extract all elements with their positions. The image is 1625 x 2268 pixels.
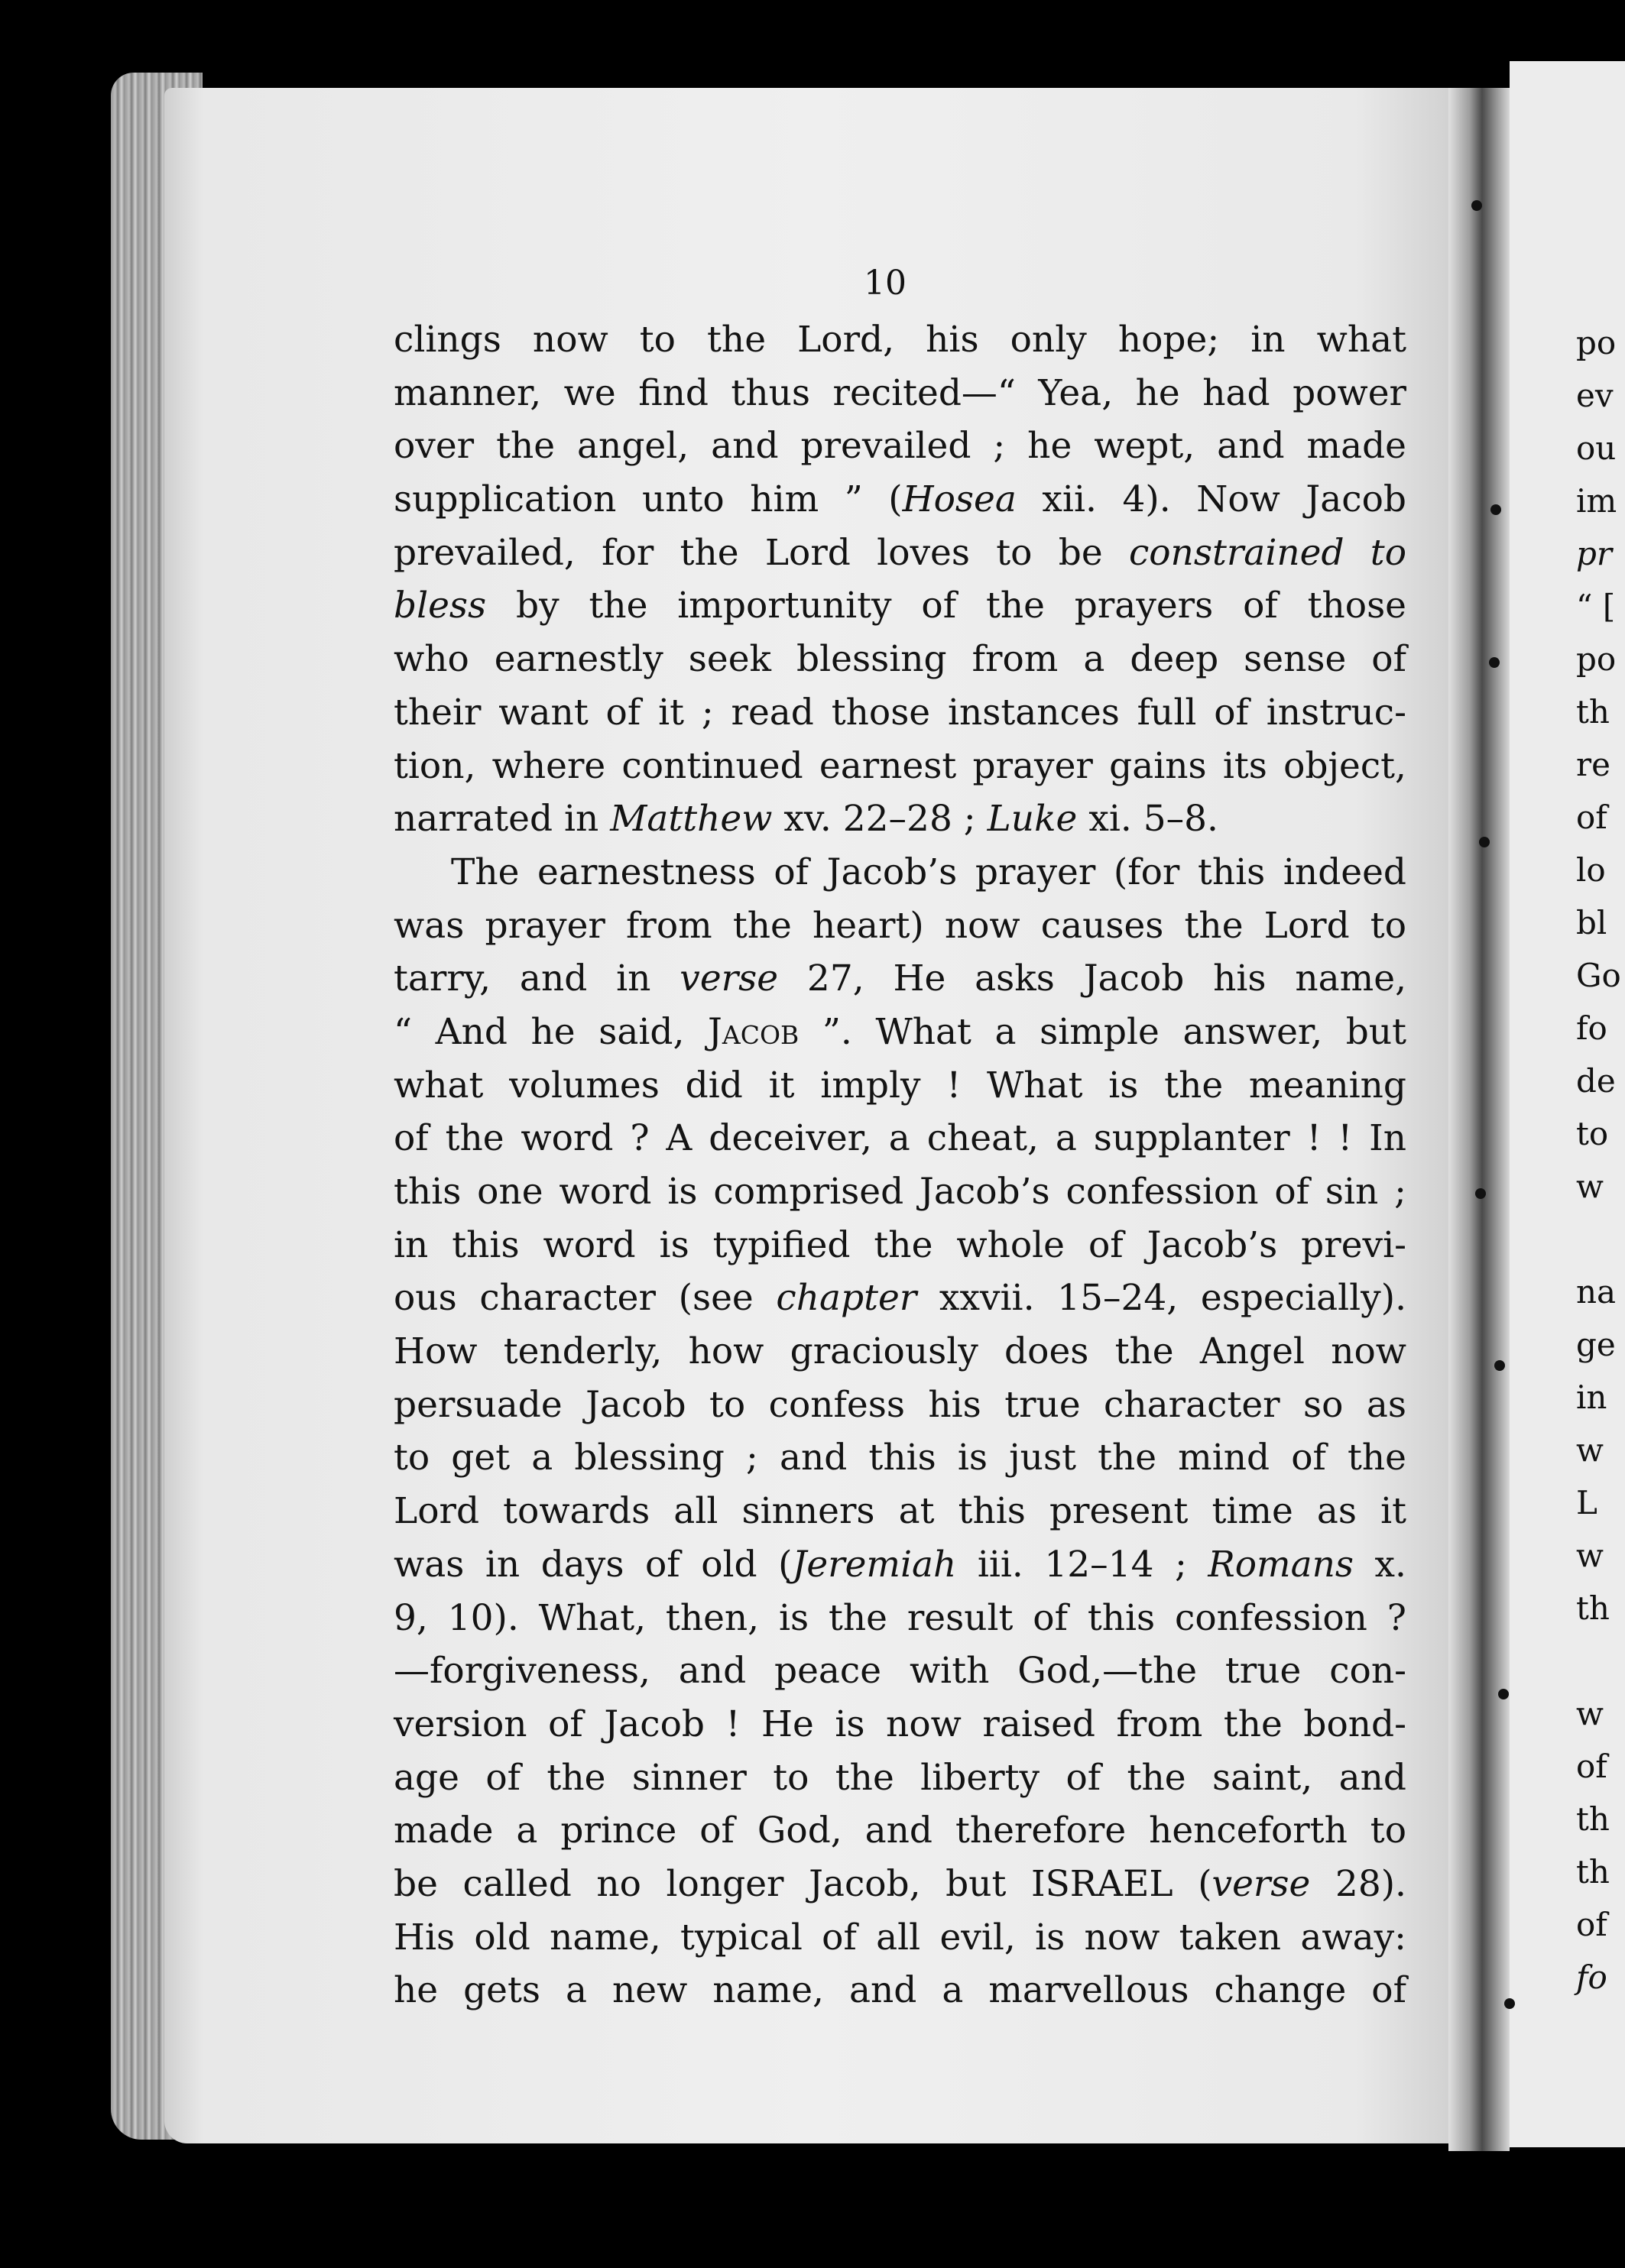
facing-page-fragment: to xyxy=(1576,1115,1609,1152)
binding-stitch xyxy=(1489,657,1500,668)
text-line: this one word is comprised Jacob’s confession of sin ; xyxy=(394,1171,1406,1213)
facing-page-fragment: ge xyxy=(1576,1326,1616,1363)
page-number: 10 xyxy=(864,264,907,303)
text-line: His old name, typical of all evil, is now taken away: xyxy=(394,1916,1406,1959)
text-line: to get a blessing ; and this is just the mind of the xyxy=(394,1437,1406,1479)
text-line: he gets a new name, and a marvellous change of xyxy=(394,1969,1406,2012)
facing-page-fragment: lo xyxy=(1576,851,1606,889)
text-line: was prayer from the heart) now causes the Lord to xyxy=(394,904,1406,947)
text-line: version of Jacob ! He is now raised from the bond- xyxy=(394,1703,1406,1745)
text-line: tarry, and in verse 27, He asks Jacob his name, xyxy=(394,957,1407,1000)
text-line: tion, where continued earnest prayer gains its object, xyxy=(394,744,1406,787)
facing-page-fragment: pr xyxy=(1576,535,1612,572)
scan-speck xyxy=(1567,14,1573,24)
text-line: 9, 10). What, then, is the result of this confession ? xyxy=(394,1596,1406,1639)
text-line: Lord towards all sinners at this present time as it xyxy=(394,1490,1406,1533)
facing-page-fragment: w xyxy=(1576,1168,1604,1205)
binding-stitch xyxy=(1475,1188,1486,1199)
text-line: The earnestness of Jacob’s prayer (for this indeed xyxy=(451,851,1406,893)
binding-stitch xyxy=(1490,504,1501,515)
text-line: be called no longer Jacob, but ISRAEL (verse 28). xyxy=(394,1862,1406,1905)
facing-page-fragment: ou xyxy=(1576,429,1617,467)
facing-page-fragment: th xyxy=(1576,1853,1610,1891)
binding-stitch xyxy=(1471,200,1482,211)
paragraph xyxy=(394,846,1406,2017)
facing-page-fragment: w xyxy=(1576,1431,1604,1469)
binding-stitch xyxy=(1504,1998,1515,2009)
text-line: made a prince of God, and therefore henceforth to xyxy=(394,1810,1406,1852)
facing-page-fragment: po xyxy=(1576,324,1617,361)
text-line: —forgiveness, and peace with God,—the true con- xyxy=(394,1650,1406,1693)
facing-page-fragment: th xyxy=(1576,1800,1610,1838)
text-line: over the angel, and prevailed ; he wept, and made xyxy=(394,425,1406,468)
text-line: clings now to the Lord, his only hope; in what xyxy=(394,319,1406,361)
text-line: narrated in Matthew xv. 22–28 ; Luke xi. 5–8. xyxy=(394,798,1218,841)
facing-page-fragment: na xyxy=(1576,1273,1617,1311)
text-line: persuade Jacob to confess his true character so as xyxy=(394,1383,1406,1426)
binding-stitch xyxy=(1479,837,1490,847)
facing-page-fragment: in xyxy=(1576,1379,1607,1416)
facing-page-fragment: L xyxy=(1576,1484,1597,1521)
text-line: their want of it ; read those instances full of instruc- xyxy=(394,691,1406,734)
facing-page-fragment: of xyxy=(1576,799,1607,836)
facing-page-fragment: bl xyxy=(1576,904,1607,941)
text-line: prevailed, for the Lord loves to be constrained to xyxy=(394,531,1406,574)
scan-speck xyxy=(1582,31,1587,38)
text-line: bless by the importunity of the prayers of those xyxy=(394,585,1406,627)
text-line: ous character (see chapter xxvii. 15–24, especially). xyxy=(394,1277,1407,1320)
facing-page-fragment: po xyxy=(1576,640,1617,678)
facing-page-fragment: th xyxy=(1576,1589,1610,1627)
facing-page-fragment: w xyxy=(1576,1695,1604,1732)
facing-page-fragment: re xyxy=(1576,746,1610,783)
facing-page-fragment: de xyxy=(1576,1062,1616,1100)
body-text xyxy=(394,313,1406,2017)
facing-page-fragment: of xyxy=(1576,1748,1607,1785)
text-line: “ And he said, Jacob ”. What a simple answer, but xyxy=(394,1010,1406,1053)
facing-page-fragment: “ [ xyxy=(1576,588,1616,625)
facing-page-fragment: fo xyxy=(1576,1009,1607,1047)
paragraph xyxy=(394,313,1406,846)
text-line: How tenderly, how graciously does the Angel now xyxy=(394,1330,1406,1373)
binding-stitch xyxy=(1498,1689,1509,1699)
facing-page-fragment: Go xyxy=(1576,957,1621,994)
facing-page-fragment: im xyxy=(1576,482,1617,520)
binding-stitch xyxy=(1494,1360,1505,1371)
text-line: who earnestly seek blessing from a deep sense of xyxy=(394,638,1406,681)
text-line: supplication unto him ” (Hosea xii. 4). Now Jacob xyxy=(394,478,1406,521)
text-line: in this word is typified the whole of Jacob’s previ- xyxy=(394,1223,1406,1266)
text-line: was in days of old (Jeremiah iii. 12–14 ; Romans x. xyxy=(394,1543,1406,1586)
facing-page-fragment: ev xyxy=(1576,377,1614,414)
text-line: what volumes did it imply ! What is the meaning xyxy=(394,1064,1406,1106)
book-gutter xyxy=(1448,88,1510,2151)
facing-page-fragment: of xyxy=(1576,1906,1607,1943)
facing-page-fragment: w xyxy=(1576,1537,1604,1574)
text-line: age of the sinner to the liberty of the saint, and xyxy=(394,1756,1406,1799)
text-line: of the word ? A deceiver, a cheat, a supplanter ! ! In xyxy=(394,1117,1406,1160)
facing-page-fragment: fo xyxy=(1576,1959,1607,1996)
text-line: manner, we find thus recited—“ Yea, he had power xyxy=(394,371,1406,414)
facing-page-fragment: th xyxy=(1576,693,1610,731)
